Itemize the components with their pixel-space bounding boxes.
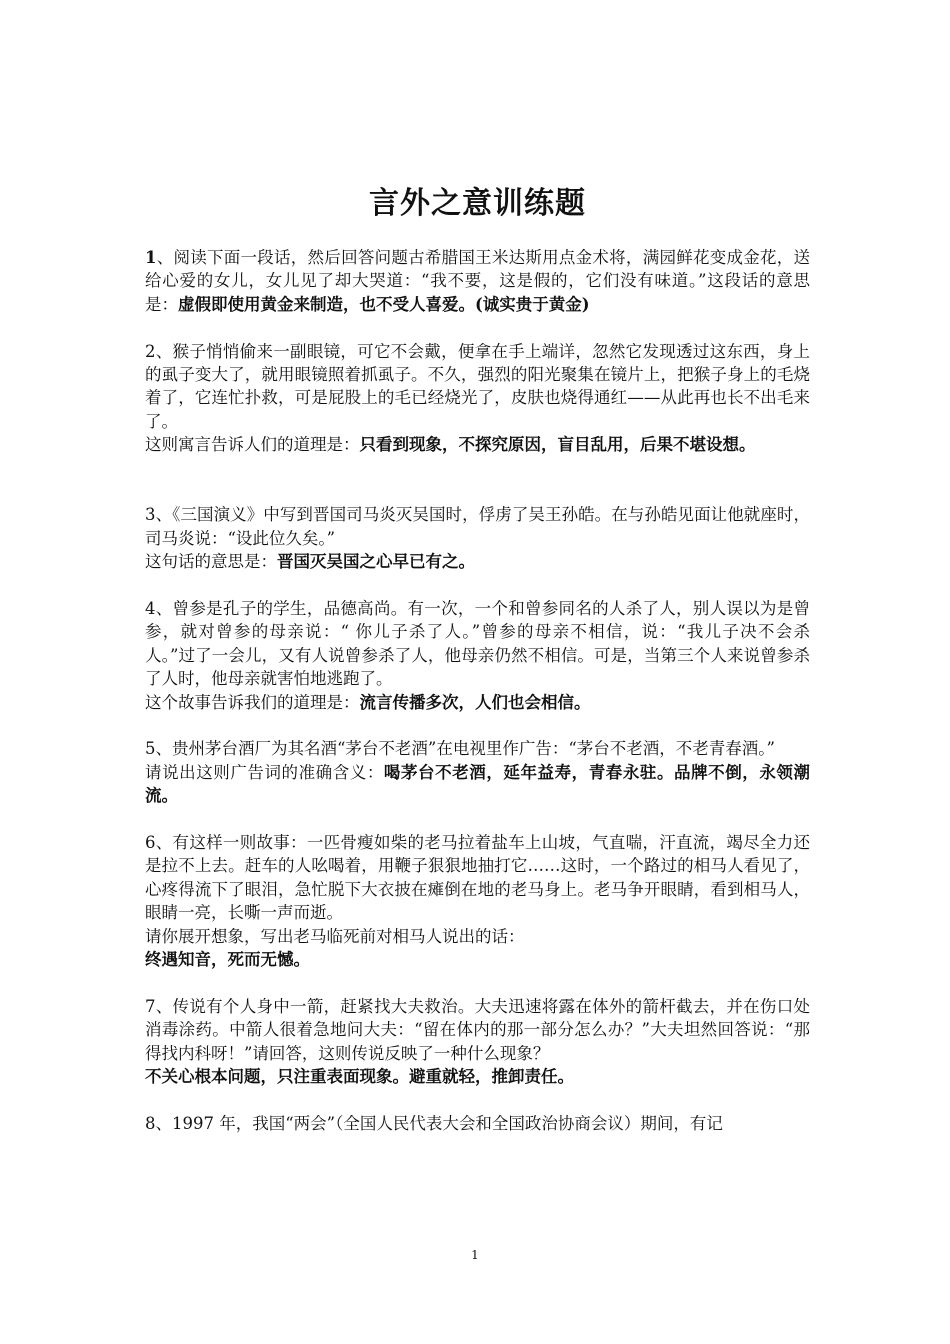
question-4-prompt-line	[145, 691, 810, 714]
question-1	[145, 246, 810, 316]
question-4-prompt: 这个故事告诉我们的道理是：	[145, 692, 360, 712]
question-4-text: 4、曾参是孔子的学生，品德高尚。有一次，一个和曾参同名的人杀了人，别人误以为是曾参，就对曾参的母亲说：“ 你儿子杀了人。”曾参的母亲不相信，说：“我儿子决不会杀人。”过了一会儿，又有人说曾参杀了人，他母亲仍然不相信。可是，当第三个人来说曾参杀了人时，他母亲就害怕地逃跑了。	[145, 599, 810, 689]
question-1-number: 1	[145, 248, 157, 267]
question-7-text: 7、传说有个人身中一箭，赶紧找大夫救治。大夫迅速将露在体外的箭杆截去，并在伤口处消毒涂药。中箭人很着急地问大夫：“留在体内的那一部分怎么办？”大夫坦然回答说：“那得找内科呀！”请回答，这则传说反映了一种什么现象？	[145, 996, 810, 1063]
question-2-prompt-line	[145, 433, 810, 456]
question-3-prompt-line	[145, 550, 810, 573]
question-8-text: 8、1997 年，我国“两会”（全国人民代表大会和全国政治协商会议）期间，有记	[145, 1113, 723, 1133]
question-3-text: 3、《三国演义》中写到晋国司马炎灭吴国时，俘虏了吴王孙皓。在与孙皓见面让他就座时，司马炎说：“设此位久矣。”	[145, 505, 810, 548]
question-3-answer: 晋国灭吴国之心早已有之。	[277, 552, 475, 572]
question-1-text: 、阅读下面一段话，然后回答问题古希腊国王米达斯用点金术将，满园鲜花变成金花，送给心爱的女儿，女儿见了却大哭道：“我不要，这是假的，它们没有味道。”这段话的意思是：	[145, 248, 810, 314]
question-5-answer: 喝茅台不老酒，延年益寿，青春永驻。品牌不倒，永领潮流。	[145, 762, 811, 806]
question-7-answer: 不关心根本问题，只注重表面现象。避重就轻，推卸责任。	[145, 1067, 574, 1087]
page-number: 1	[471, 1248, 479, 1262]
question-2-text: 2、猴子悄悄偷来一副眼镜，可它不会戴，便拿在手上端详，忽然它发现透过这东西，身上的虱子变大了，就用眼镜照着抓虱子。不久，强烈的阳光聚集在镜片上，把猴子身上的毛烧着了，它连忙扑救，可是屁股上的毛已经烧光了，皮肤也烧得通红——从此再也长不出毛来了。	[145, 341, 810, 431]
question-3-prompt: 这句话的意思是：	[145, 552, 277, 572]
question-1-answer: 虚假即使用黄金来制造，也不受人喜爱。(诚实贵于黄金)	[178, 294, 590, 314]
question-6-text: 6、有这样一则故事：一匹骨瘦如柴的老马拉着盐车上山坡，气直喘，汗直流，竭尽全力还是拉不上去。赶车的人吆喝着，用鞭子狠狠地抽打它……这时，一个路过的相马人看见了，心疼得流下了眼泪，急忙脱下大衣披在瘫倒在地的老马身上。老马争开眼睛，看到相马人，眼睛一亮，长嘶一声而逝。	[145, 833, 810, 923]
question-4-answer: 流言传播多次，人们也会相信。	[359, 692, 591, 712]
document-title: 言外之意训练题	[369, 186, 586, 221]
question-6-prompt: 请你展开想象，写出老马临死前对相马人说出的话：	[145, 926, 525, 946]
question-6-answer: 终遇知音，死而无憾。	[145, 950, 310, 970]
question-5-text: 5、贵州茅台酒厂为其名酒“茅台不老酒”在电视里作广告：“茅台不老酒，不老青春酒。”	[145, 739, 775, 759]
question-2-prompt: 这则寓言告诉人们的道理是：	[145, 435, 360, 455]
document-body	[145, 246, 810, 1135]
question-5-prompt-line	[145, 761, 810, 808]
question-5-prompt: 请说出这则广告词的准确含义：	[145, 762, 384, 782]
question-2-answer: 只看到现象，不探究原因，盲目乱用，后果不堪设想。	[359, 435, 756, 455]
